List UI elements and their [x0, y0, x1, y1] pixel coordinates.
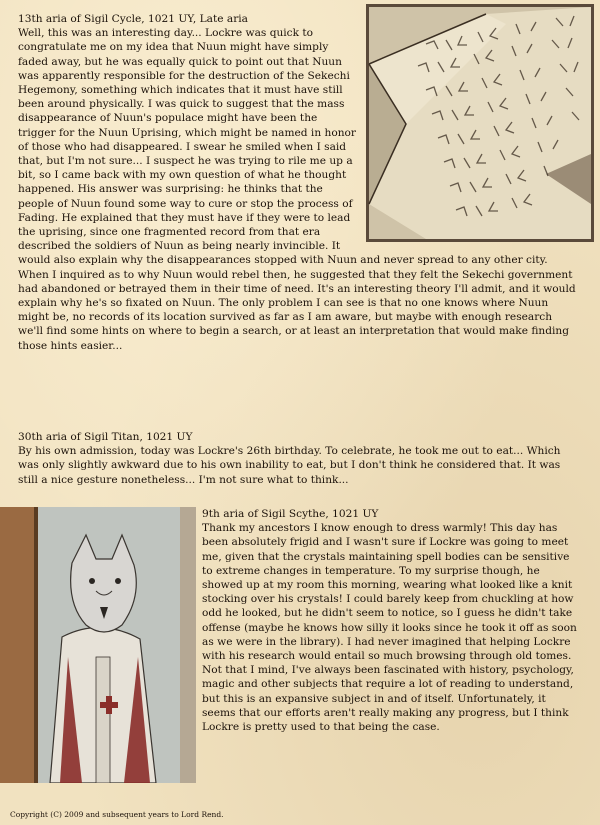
journal-entry-1: [18, 12, 580, 353]
entry-2-text: By his own admission, today was Lockre's 26th birthday. To celebrate, he took me out to eat... Which was only slightly awkward due to his own inability to eat, but I don't think he considered that. It was still a nice gesture nonetheless... I'm not sure what to think...: [18, 445, 561, 486]
journal-entry-2: [18, 430, 580, 487]
entry-2-heading: 30th aria of Sigil Titan, 1021 UY: [18, 431, 193, 443]
journal-entry-3: [18, 507, 580, 785]
entry-3-text: Thank my ancestors I know enough to dress warmly! This day has been absolutely frigid and I wasn't sure if Lockre was going to meet me, given that the crystals maintaining spell bodies can be sensitive to extreme changes in temperature. To my surprise though, he showed up at my room this morning, wearing what looked like a knit stocking over his crystals! I could barely keep from chuckling at how odd he looked, but he didn't seem to notice, so I guess he didn't take offense (maybe he knows how silly it looks since he took it off as soon as we were in the library). I had never imagined that helping Lockre with his research would entail so much browsing through old tomes. Not that I mind, I've always been fascinated with history, psychology, magic and other subjects that require a lot of reading to understand, but this is an expansive subject in and of itself. Unfortunately, it seems that our efforts aren't really making any progress, but I think Lockre is pretty used to that being the case.: [202, 522, 577, 734]
entry-3-heading: 9th aria of Sigil Scythe, 1021 UY: [202, 508, 379, 520]
copyright-notice: Copyright (C) 2009 and subsequent years to Lord Rend.: [10, 810, 224, 819]
lockre-illustration: [0, 507, 196, 783]
ancient-tablet-illustration: [366, 4, 594, 242]
entry-1-text: Well, this was an interesting day... Lockre was quick to congratulate me on my idea that Nuun might have simply faded away, but he was equally quick to point out that Nuun was apparently responsible for the destruction of the Sekechi Hegemony, something which indicates that it must have still been around physically. I was quick to suggest that the mass disappearance of Nuun's populace might have been the trigger for the Nuun Uprising, which might be named in honor of those who had disappeared. I swear he smiled when I said that, but I'm not sure... I suspect he was trying to rile me up a bit, so I came back with my own question of what he thought happened. His answer was surprising: he thinks that the people of Nuun found some way to cure or stop the process of Fading. He explained that they must have if they were to lead the uprising, since one fragmented record from that era described the soldiers of Nuun as being nearly invincible. It would also explain why the disappearances stopped with Nuun and never spread to any other city. When I inquired as to why Nuun would rebel then, he suggested that they felt the Sekechi government had abandoned or betrayed them in their time of need. It's an interesting theory I'll admit, and it would explain why he's so fixated on Nuun. The only problem I can see is that no one knows where Nuun might be, no records of its location survived as far as I am aware, but maybe with enough research we'll find some hints on where to begin a search, or at least an interpretation that would make finding those hints easier...: [18, 27, 576, 352]
entry-1-heading: 13th aria of Sigil Cycle, 1021 UY, Late aria: [18, 13, 248, 25]
